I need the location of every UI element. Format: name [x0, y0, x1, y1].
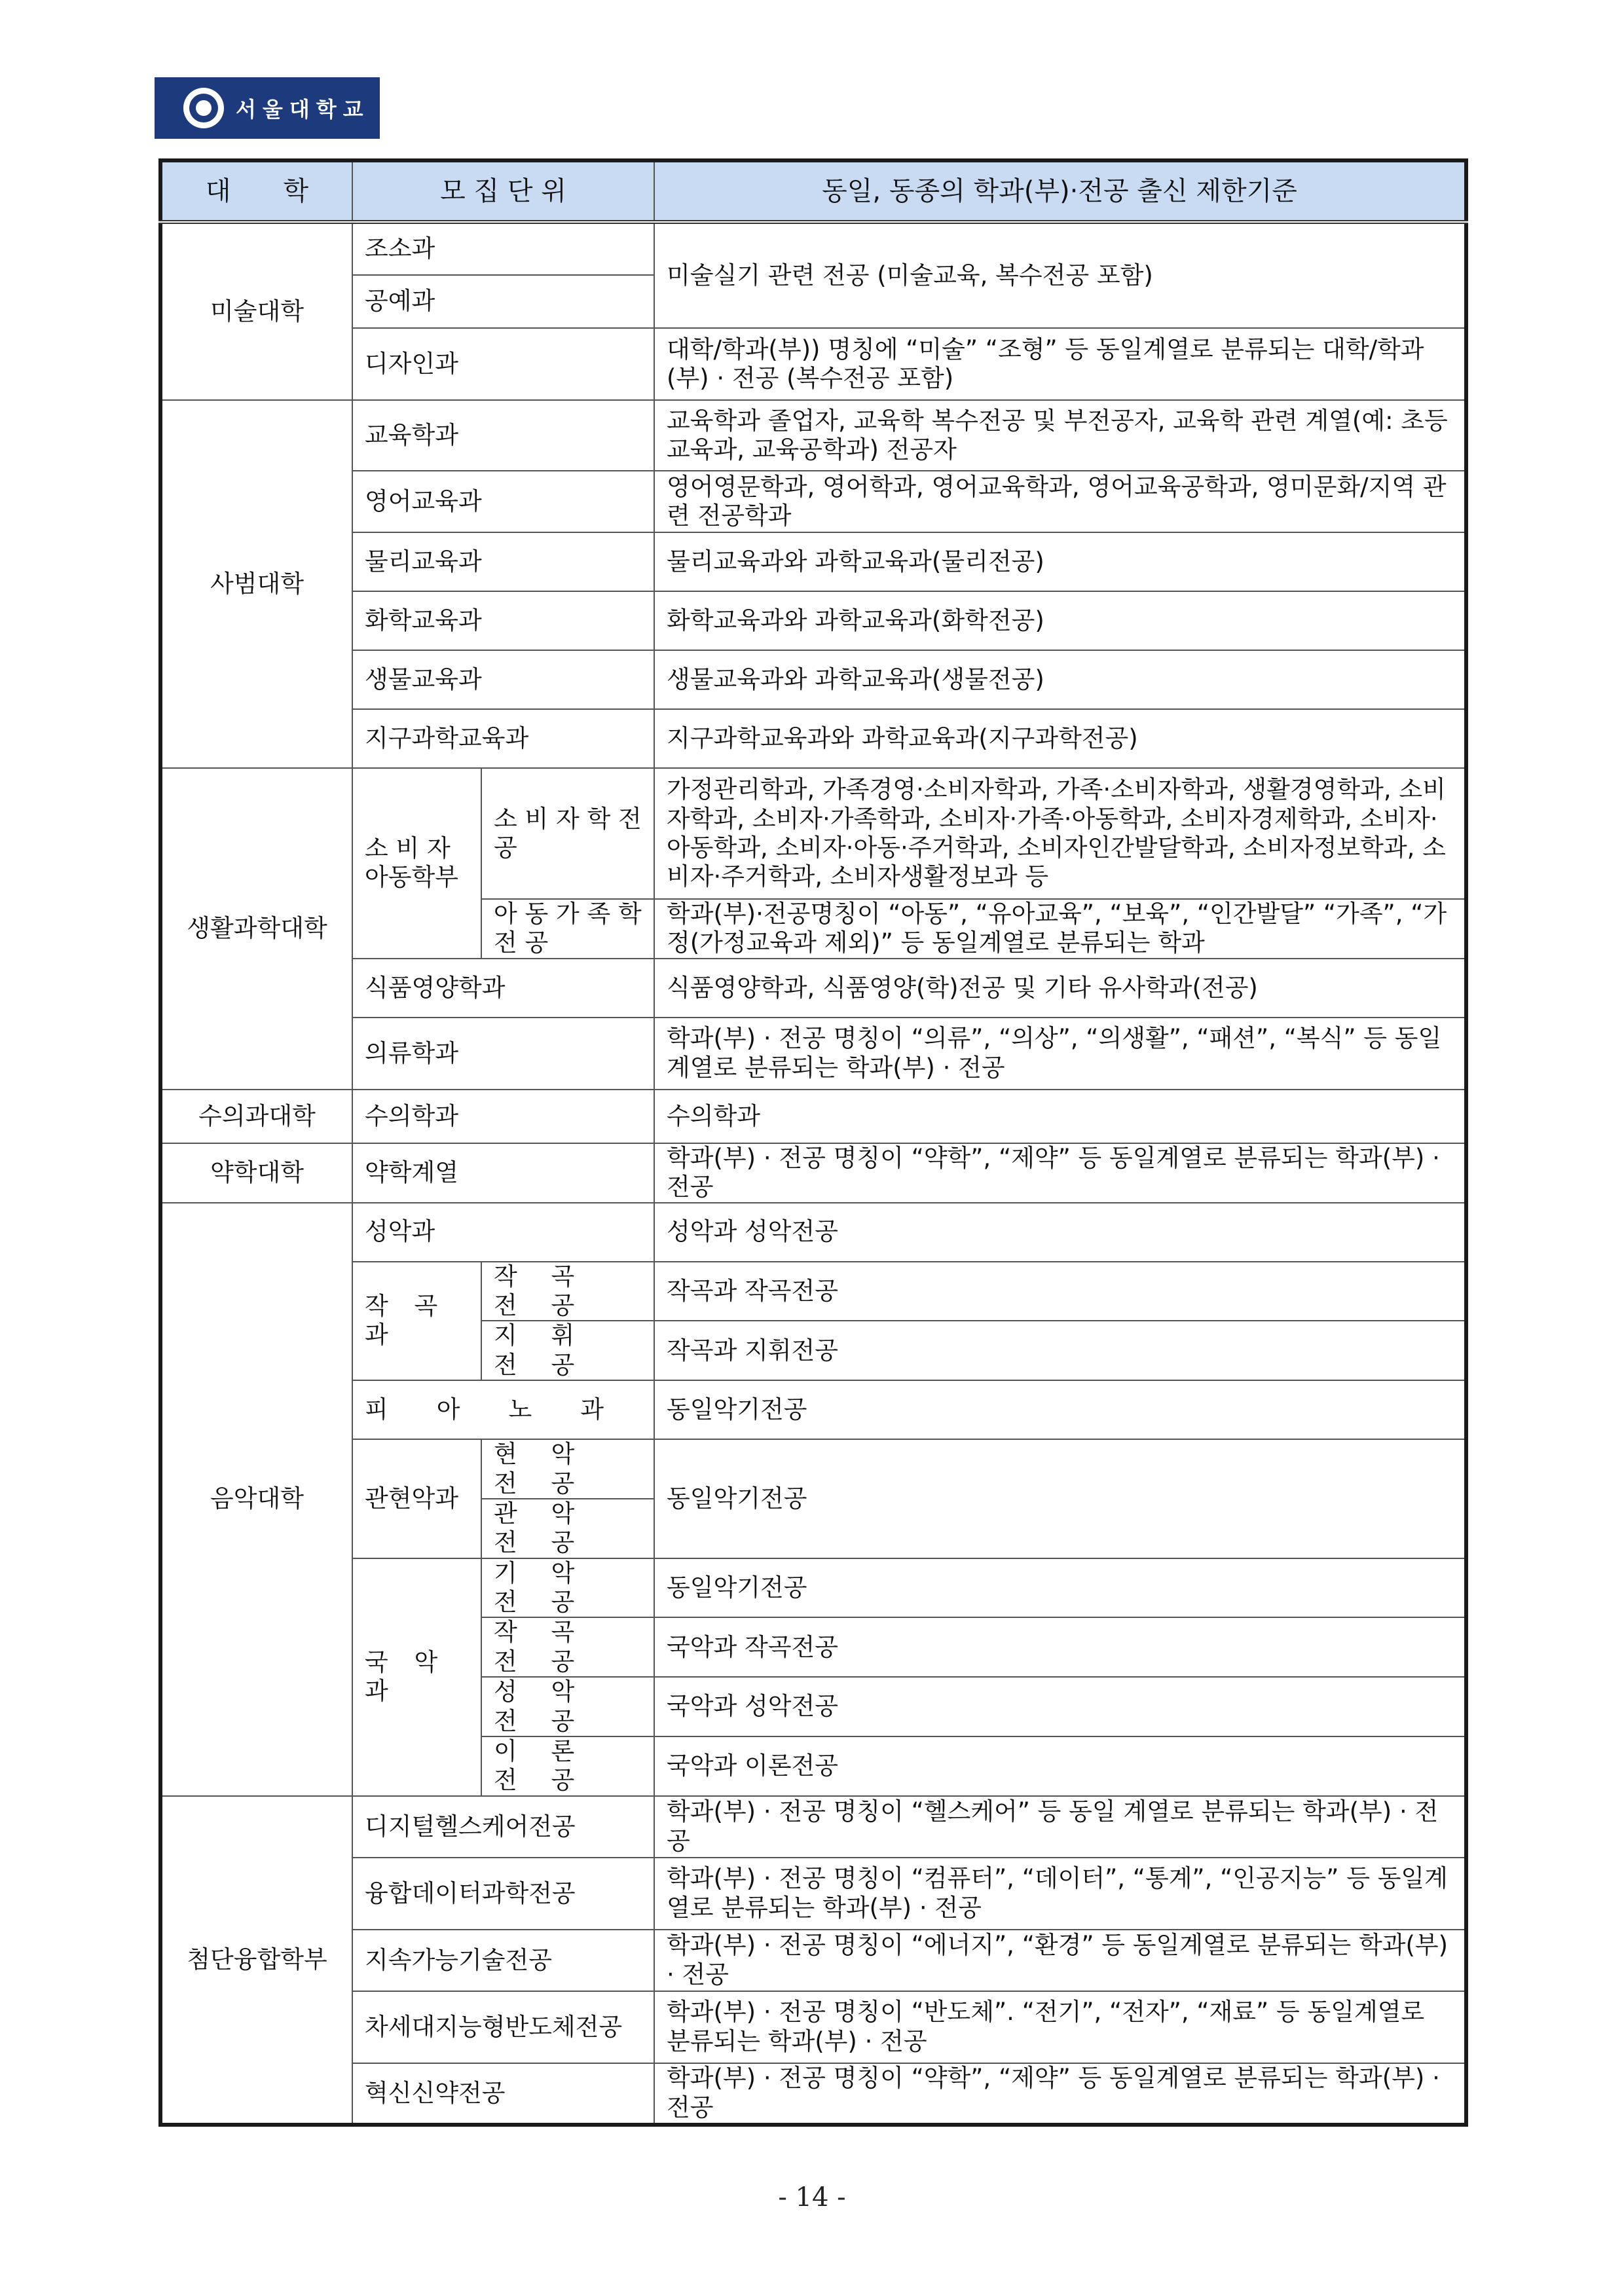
criteria-cell: 생물교육과와 과학교육과(생물전공) — [654, 650, 1466, 709]
table-row — [160, 591, 1466, 650]
table-row — [160, 532, 1466, 591]
university-logo — [155, 77, 380, 139]
table-row — [160, 1558, 1466, 1618]
college-cell: 미술대학 — [160, 222, 352, 400]
subunit-cell: 이 론 전 공 — [481, 1736, 654, 1796]
criteria-cell: 학과(부) · 전공 명칭이 “의류”, “의상”, “의생활”, “패션”, “복식” 등 동일계열로 분류되는 학과(부) · 전공 — [654, 1018, 1466, 1090]
criteria-cell: 미술실기 관련 전공 (미술교육, 복수전공 포함) — [654, 222, 1466, 328]
unit-cell: 지구과학교육과 — [352, 709, 654, 768]
criteria-cell: 학과(부) · 전공 명칭이 “컴퓨터”, “데이터”, “통계”, “인공지능” 등 동일계열로 분류되는 학과(부) · 전공 — [654, 1858, 1466, 1930]
unit-cell: 영어교육과 — [352, 471, 654, 532]
unit-cell: 성악과 — [352, 1203, 654, 1262]
unit-cell: 국 악 과 — [352, 1558, 481, 1796]
criteria-cell: 국악과 성악전공 — [654, 1677, 1466, 1736]
header-unit: 모 집 단 위 — [352, 160, 654, 222]
college-cell: 약학대학 — [160, 1143, 352, 1203]
criteria-cell: 화학교육과와 과학교육과(화학전공) — [654, 591, 1466, 650]
unit-cell: 화학교육과 — [352, 591, 654, 650]
table-row — [160, 1143, 1466, 1203]
table-row — [160, 1858, 1466, 1930]
table-row — [160, 471, 1466, 532]
unit-cell: 피 아 노 과 — [352, 1380, 654, 1439]
unit-cell: 조소과 — [352, 222, 654, 275]
unit-cell: 융합데이터과학전공 — [352, 1858, 654, 1930]
table-row — [160, 768, 1466, 899]
table-row — [160, 1930, 1466, 1991]
criteria-cell: 학과(부) · 전공 명칭이 “에너지”, “환경” 등 동일계열로 분류되는 학과(부) · 전공 — [654, 1930, 1466, 1991]
unit-cell: 의류학과 — [352, 1018, 654, 1090]
criteria-cell: 물리교육과와 과학교육과(물리전공) — [654, 532, 1466, 591]
unit-cell: 교육학과 — [352, 400, 654, 471]
header-criteria: 동일, 동종의 학과(부)·전공 출신 제한기준 — [654, 160, 1466, 222]
unit-cell: 관현악과 — [352, 1439, 481, 1558]
table-row — [160, 1439, 1466, 1499]
table-row — [160, 1380, 1466, 1439]
criteria-cell: 작곡과 지휘전공 — [654, 1321, 1466, 1380]
criteria-cell: 동일악기전공 — [654, 1380, 1466, 1439]
criteria-cell: 영어영문학과, 영어학과, 영어교육학과, 영어교육공학과, 영미문화/지역 관련 전공학과 — [654, 471, 1466, 532]
page-number: - 14 - — [778, 2182, 846, 2212]
criteria-cell: 가정관리학과, 가족경영·소비자학과, 가족·소비자학과, 생활경영학과, 소비자학과, 소비자·가족학과, 소비자·가족·아동학과, 소비자경제학과, 소비자·아동학과, 소비자·아동·주거학과, 소비자인간발달학과, 소비자정보학과, 소비자·주거학과, 소비자생활정보과 등 — [654, 768, 1466, 899]
criteria-cell: 학과(부) · 전공 명칭이 “반도체”. “전기”, “전자”, “재료” 등 동일계열로 분류되는 학과(부) · 전공 — [654, 1991, 1466, 2063]
subunit-cell: 아 동 가 족 학 전 공 — [481, 899, 654, 959]
college-cell: 사범대학 — [160, 400, 352, 768]
table-row — [160, 1018, 1466, 1090]
criteria-cell: 학과(부) · 전공 명칭이 “헬스케어” 등 동일 계열로 분류되는 학과(부) · 전공 — [654, 1796, 1466, 1858]
unit-cell: 지속가능기술전공 — [352, 1930, 654, 1991]
table-row — [160, 2063, 1466, 2125]
subunit-cell: 현 악 전 공 — [481, 1439, 654, 1499]
unit-cell: 작 곡 과 — [352, 1262, 481, 1381]
table-row — [160, 400, 1466, 471]
table-row — [160, 1203, 1466, 1262]
unit-cell: 식품영양학과 — [352, 959, 654, 1018]
subunit-cell: 성 악 전 공 — [481, 1677, 654, 1736]
unit-cell: 공예과 — [352, 275, 654, 328]
college-cell: 첨단융합학부 — [160, 1796, 352, 2125]
university-emblem-icon — [183, 88, 224, 128]
college-cell: 음악대학 — [160, 1203, 352, 1796]
criteria-cell: 국악과 이론전공 — [654, 1736, 1466, 1796]
unit-cell: 약학계열 — [352, 1143, 654, 1203]
unit-cell: 차세대지능형반도체전공 — [352, 1991, 654, 2063]
subunit-cell: 관 악 전 공 — [481, 1499, 654, 1558]
criteria-cell: 동일악기전공 — [654, 1558, 1466, 1618]
criteria-cell: 수의학과 — [654, 1090, 1466, 1143]
unit-cell: 수의학과 — [352, 1090, 654, 1143]
table-row — [160, 959, 1466, 1018]
criteria-cell: 동일악기전공 — [654, 1439, 1466, 1558]
logo-text: 서울대학교 — [236, 97, 370, 122]
table-row — [160, 709, 1466, 768]
subunit-cell: 기 악 전 공 — [481, 1558, 654, 1618]
table-row — [160, 1796, 1466, 1858]
criteria-cell: 학과(부) · 전공 명칭이 “약학”, “제약” 등 동일계열로 분류되는 학과(부) · 전공 — [654, 1143, 1466, 1203]
criteria-cell: 작곡과 작곡전공 — [654, 1262, 1466, 1321]
subunit-cell: 작 곡 전 공 — [481, 1617, 654, 1677]
subunit-cell: 지 휘 전 공 — [481, 1321, 654, 1380]
unit-cell: 디자인과 — [352, 328, 654, 400]
header-college: 대 학 — [160, 160, 352, 222]
criteria-cell: 학과(부) · 전공 명칭이 “약학”, “제약” 등 동일계열로 분류되는 학과(부) · 전공 — [654, 2063, 1466, 2125]
criteria-cell: 성악과 성악전공 — [654, 1203, 1466, 1262]
college-cell: 생활과학대학 — [160, 768, 352, 1090]
college-cell: 수의과대학 — [160, 1090, 352, 1143]
criteria-cell: 교육학과 졸업자, 교육학 복수전공 및 부전공자, 교육학 관련 계열(예: 초등교육과, 교육공학과) 전공자 — [654, 400, 1466, 471]
table-row — [160, 328, 1466, 400]
criteria-cell: 국악과 작곡전공 — [654, 1617, 1466, 1677]
subunit-cell: 소 비 자 학 전 공 — [481, 768, 654, 899]
table-row — [160, 1090, 1466, 1143]
table-row — [160, 1991, 1466, 2063]
table-row — [160, 222, 1466, 275]
criteria-cell: 지구과학교육과와 과학교육과(지구과학전공) — [654, 709, 1466, 768]
unit-cell: 소 비 자 아동학부 — [352, 768, 481, 959]
criteria-cell: 학과(부)·전공명칭이 “아동”, “유아교육”, “보육”, “인간발달” “가족”, “가정(가정교육과 제외)” 등 동일계열로 분류되는 학과 — [654, 899, 1466, 959]
table-row — [160, 650, 1466, 709]
table-header-row — [160, 160, 1466, 222]
unit-cell: 디지털헬스케어전공 — [352, 1796, 654, 1858]
subunit-cell: 작 곡 전 공 — [481, 1262, 654, 1321]
table-row — [160, 1262, 1466, 1321]
criteria-cell: 대학/학과(부)) 명칭에 “미술” “조형” 등 동일계열로 분류되는 대학/학과(부) · 전공 (복수전공 포함) — [654, 328, 1466, 400]
unit-cell: 물리교육과 — [352, 532, 654, 591]
restriction-table — [158, 158, 1468, 2127]
unit-cell: 생물교육과 — [352, 650, 654, 709]
criteria-cell: 식품영양학과, 식품영양(학)전공 및 기타 유사학과(전공) — [654, 959, 1466, 1018]
unit-cell: 혁신신약전공 — [352, 2063, 654, 2125]
